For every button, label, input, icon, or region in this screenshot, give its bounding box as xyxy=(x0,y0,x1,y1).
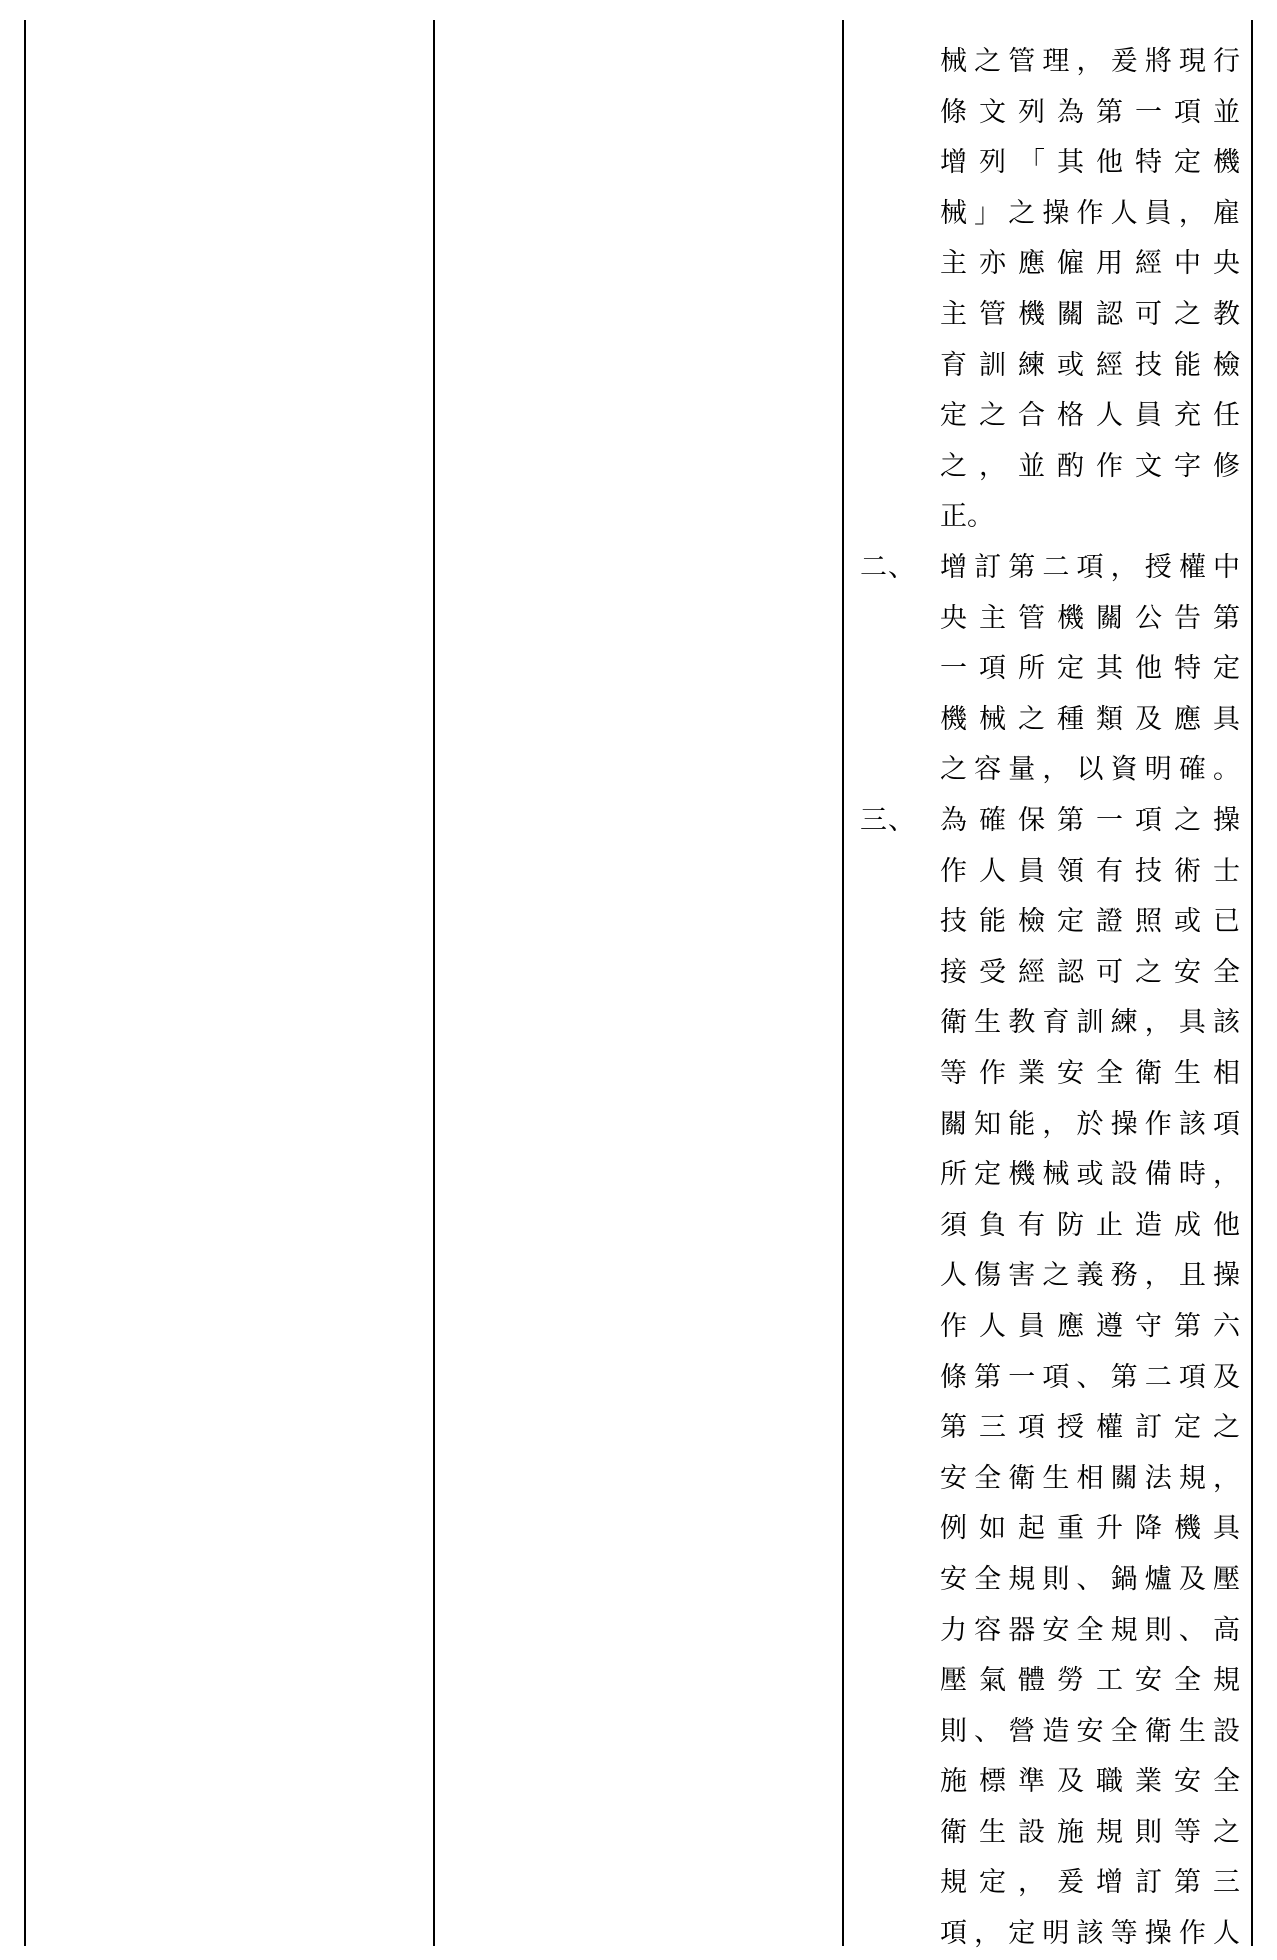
table-column-1 xyxy=(26,20,433,1946)
text-line: 人傷害之義務，且操 xyxy=(940,1260,1240,1292)
text-line: 力容器安全規則、高 xyxy=(940,1614,1240,1646)
text-line: 壓氣體勞工安全規 xyxy=(940,1665,1240,1697)
text-line: 機械之種類及應具 xyxy=(940,703,1240,735)
table-column-3 xyxy=(844,20,1251,1950)
text-line: 育訓練或經技能檢 xyxy=(940,349,1240,381)
text-line: 所定機械或設備時， xyxy=(940,1159,1240,1191)
text-line: 主亦應僱用經中央 xyxy=(940,248,1240,280)
text-line: 條第一項、第二項及 xyxy=(940,1361,1240,1393)
text-line: 正。 xyxy=(940,501,994,533)
list-item-marker: 三、 xyxy=(860,805,916,836)
text-line: 則、營造安全衛生設 xyxy=(940,1715,1240,1747)
text-line: 接受經認可之安全 xyxy=(940,956,1240,988)
text-line: 一項所定其他特定 xyxy=(940,653,1240,685)
text-line: 增訂第二項，授權中 xyxy=(940,552,1240,583)
text-line: 主管機關認可之教 xyxy=(940,298,1240,330)
text-line: 作人員領有技術士 xyxy=(940,855,1240,887)
text-line: 技能檢定證照或已 xyxy=(940,906,1240,938)
text-line: 例如起重升降機具 xyxy=(940,1513,1240,1545)
table-column-2 xyxy=(435,20,842,1946)
list-item-text xyxy=(940,543,1240,796)
list-item-text xyxy=(940,37,1240,543)
text-line: 施標準及職業安全 xyxy=(940,1766,1240,1798)
text-line: 安全衛生相關法規， xyxy=(940,1462,1240,1494)
text-line: 增列「其他特定機 xyxy=(940,147,1240,179)
text-line: 條文列為第一項並 xyxy=(940,96,1240,128)
table-rule-right xyxy=(1251,20,1253,1946)
text-line: 規定，爰增訂第三 xyxy=(940,1867,1240,1899)
text-line: 等作業安全衛生相 xyxy=(940,1057,1240,1089)
text-line: 須負有防止造成他 xyxy=(940,1209,1240,1241)
text-line: 定之合格人員充任 xyxy=(940,400,1240,432)
text-line: 械」之操作人員，雇 xyxy=(940,197,1240,229)
text-line: 第三項授權訂定之 xyxy=(940,1412,1240,1444)
text-line: 之，並酌作文字修 xyxy=(940,450,1240,482)
list-item-marker: 二、 xyxy=(860,552,916,583)
list-item-text xyxy=(940,796,1240,1960)
text-line: 械之管理，爰將現行 xyxy=(940,46,1240,77)
text-line: 衛生教育訓練，具該 xyxy=(940,1007,1240,1039)
text-line: 作人員應遵守第六 xyxy=(940,1310,1240,1342)
text-line: 衛生設施規則等之 xyxy=(940,1816,1240,1848)
text-line: 為確保第一項之操 xyxy=(940,805,1240,836)
text-line: 關知能，於操作該項 xyxy=(940,1108,1240,1140)
text-line: 安全規則、鍋爐及壓 xyxy=(940,1563,1240,1595)
text-line: 項，定明該等操作人 xyxy=(940,1918,1240,1950)
text-line: 央主管機關公告第 xyxy=(940,602,1240,634)
text-line: 之容量，以資明確。 xyxy=(940,754,1240,786)
